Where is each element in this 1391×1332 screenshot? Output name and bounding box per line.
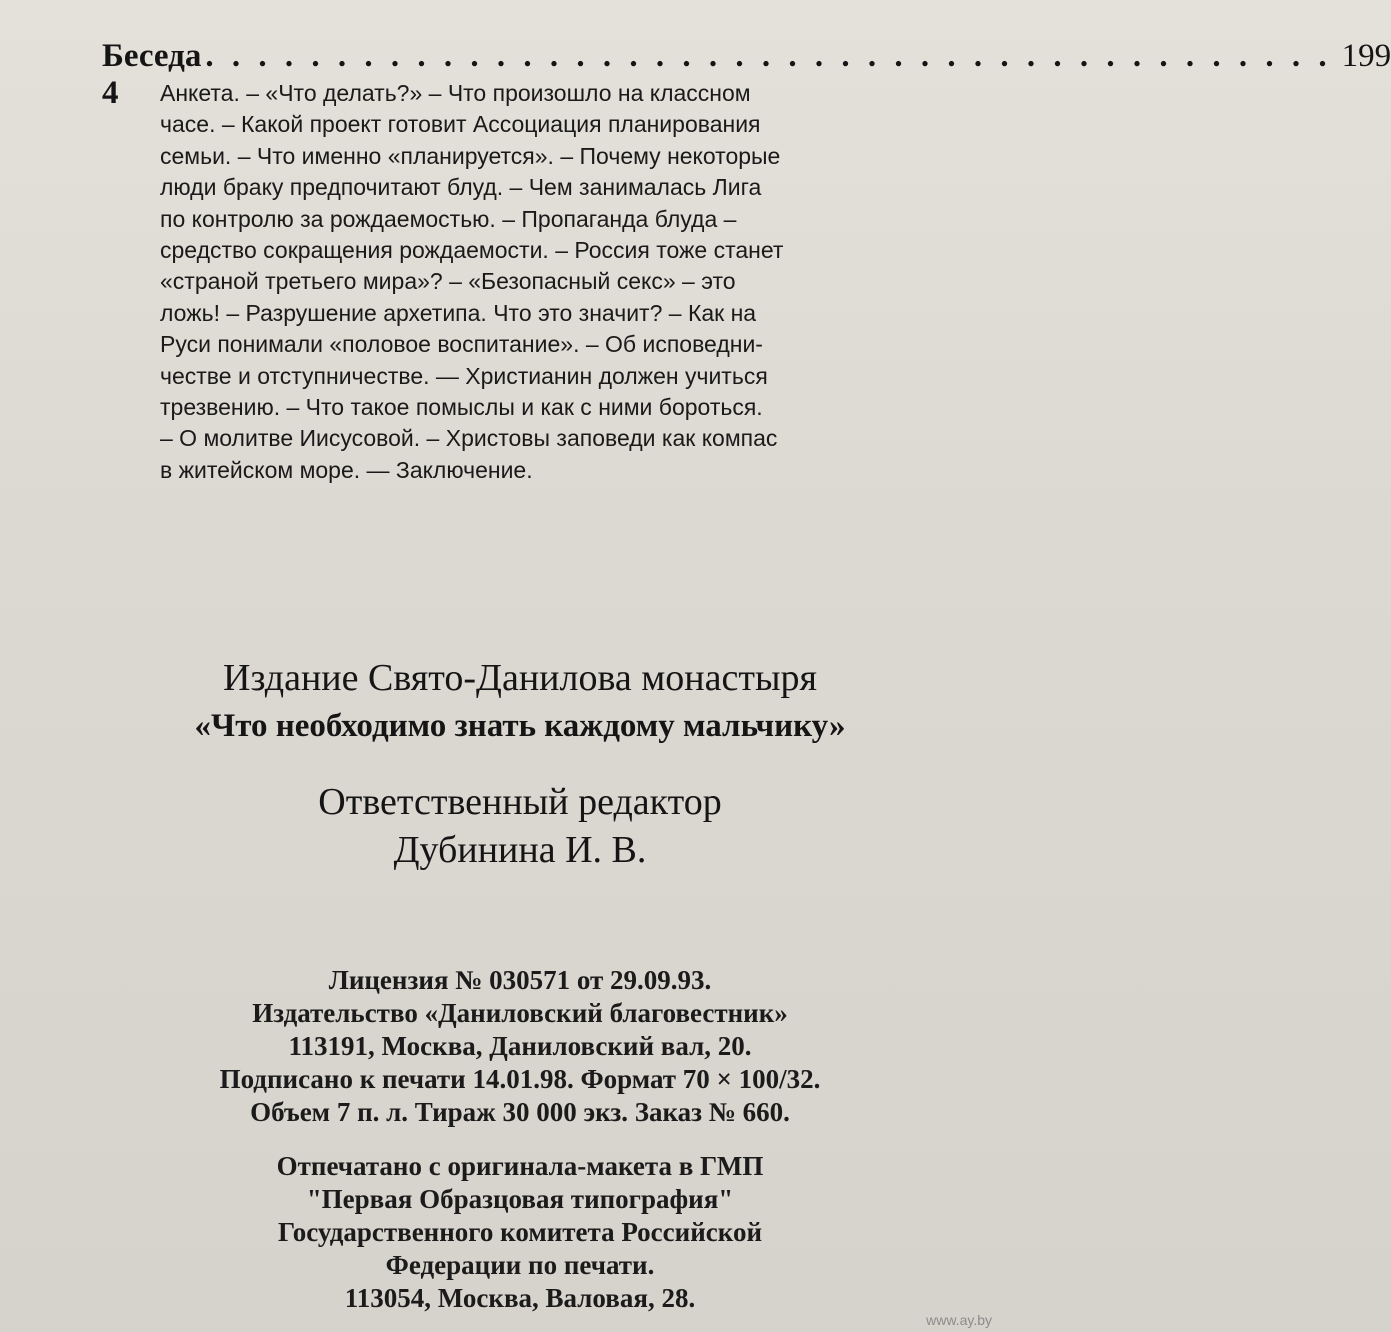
summary-line: честве и отступничестве. — Христианин должен учиться [160, 362, 768, 389]
summary-line: часе. – Какой проект готовит Ассоциация планирования [160, 111, 761, 138]
toc-entry-title: Беседа 4 [102, 38, 202, 111]
editor-name: Дубинина И. В. [393, 829, 647, 871]
imprint-publisher-block [0, 964, 1040, 1129]
imprint-line: 113054, Москва, Валовая, 28. [344, 1283, 696, 1313]
toc-summary [160, 78, 872, 486]
imprint-line: Объем 7 п. л. Тираж 30 000 экз. Заказ № 660. [250, 1097, 790, 1127]
summary-line: – О молитве Иисусовой. – Христовы заповеди как компас [160, 425, 778, 452]
summary-line: Анкета. – «Что делать?» – Что произошло на классном [160, 80, 751, 106]
imprint-line: Отпечатано с оригинала-макета в ГМП [276, 1151, 764, 1181]
imprint-line: "Первая Образцовая типография" [306, 1184, 734, 1214]
summary-line: в житейском море. — Заключение. [160, 456, 533, 483]
toc-page-number: 199 [1341, 38, 1391, 74]
imprint-line: 113191, Москва, Даниловский вал, 20. [288, 1031, 752, 1061]
summary-line: люди браку предпочитают блуд. – Чем занималась Лига [160, 174, 762, 201]
series-title: «Что необходимо знать каждому мальчику» [194, 708, 846, 744]
summary-line: семьи. – Что именно «планируется». – Почему некоторые [160, 142, 781, 169]
summary-line: по контролю за рождаемостью. – Пропаганда блуда – [160, 205, 737, 232]
imprint-line: Издательство «Даниловский благовестник» [252, 998, 788, 1028]
imprint-line: Государственного комитета Российской [277, 1217, 763, 1247]
summary-line: «страной третьего мира»? – «Безопасный секс» – это [160, 268, 736, 295]
imprint-printer-block [0, 1150, 1040, 1315]
editor-label: Ответственный редактор [318, 781, 722, 823]
imprint-line: Подписано к печати 14.01.98. Формат 70 × 100/32. [219, 1064, 821, 1094]
imprint-line: Федерации по печати. [385, 1250, 655, 1280]
site-watermark: www.ay.by [926, 1312, 992, 1328]
toc-leader-dots: . . . . . . . . . . . . . . . . . . . . . . . . . . . . . . . . . . . . . . . . . . . [205, 38, 1332, 74]
summary-line: ложь! – Разрушение архетипа. Что это значит? – Как на [160, 299, 757, 326]
summary-line: трезвению. – Что такое помыслы и как с ними бороться. [160, 394, 763, 421]
summary-line: Руси понимали «половое воспитание». – Об исповедни- [160, 331, 763, 358]
imprint-line: Лицензия № 030571 от 29.09.93. [328, 965, 712, 995]
summary-line: средство сокращения рождаемости. – Россия тоже станет [160, 237, 784, 264]
publisher-line: Издание Свято-Данилова монастыря [223, 657, 817, 699]
